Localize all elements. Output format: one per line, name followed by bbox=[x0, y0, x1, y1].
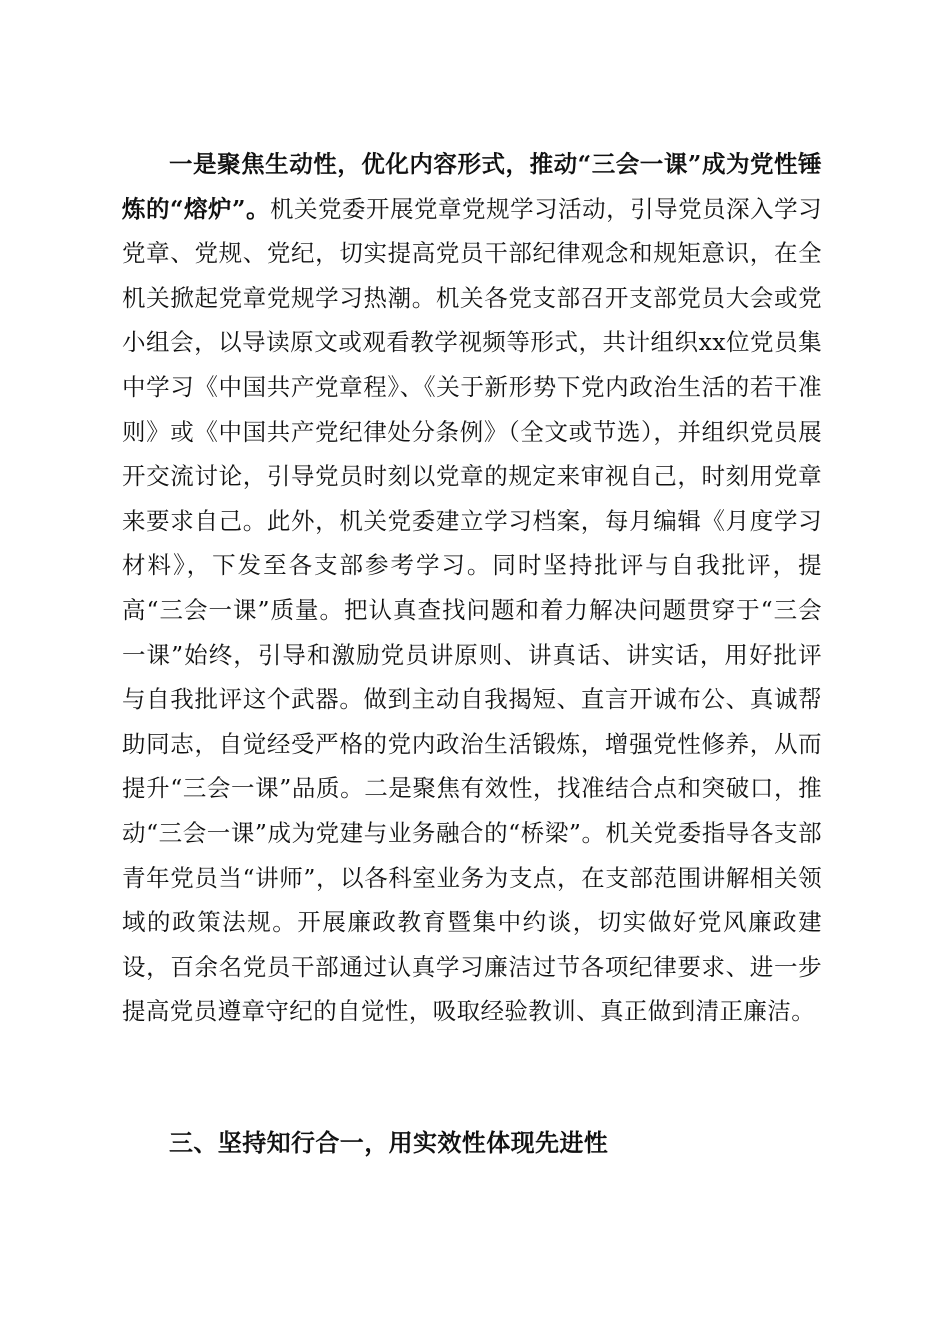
body-paragraph bbox=[122, 142, 822, 1034]
paragraph-lead-sentence: 一是聚焦生动性，优化内容形式，推动“三会一课”成为党性锤炼的“熔炉”。 bbox=[122, 150, 822, 223]
section-heading: 三、坚持知行合一，用实效性体现先进性 bbox=[169, 1128, 609, 1157]
paragraph-body-text: 机关党委开展党章党规学习活动，引导党员深入学习党章、党规、党纪，切实提高党员干部纪律观念和规矩意识，在全机关掀起党章党规学习热潮。机关各党支部召开支部党员大会或党小组会，以导读原文或观看教学视频等形式，共计组织xx位党员集中学习《中国共产党章程》、《关于新形势下党内政治生活的若干准则》或《中国共产党纪律处分条例》（全文或节选），并组织党员展开交流讨论，引导党员时刻以党章的规定来审视自己，时刻用党章来要求自己。此外，机关党委建立学习档案，每月编辑《月度学习材料》，下发至各支部参考学习。同时坚持批评与自我批评，提高“三会一课”质量。把认真查找问题和着力解决问题贯穿于“三会一课”始终，引导和激励党员讲原则、讲真话、讲实话，用好批评与自我批评这个武器。做到主动自我揭短、直言开诚布公、真诚帮助同志，自觉经受严格的党内政治生活锻炼，增强党性修养，从而提升“三会一课”品质。二是聚焦有效性，找准结合点和突破口，推动“三会一课”成为党建与业务融合的“桥梁”。机关党委指导各支部青年党员当“讲师”，以各科室业务为支点，在支部范围讲解相关领域的政策法规。开展廉政教育暨集中约谈，切实做好党风廉政建设，百余名党员干部通过认真学习廉洁过节各项纪律要求、进一步提高党员遵章守纪的自觉性，吸取经验教训、真正做到清正廉洁。 bbox=[122, 194, 822, 1026]
